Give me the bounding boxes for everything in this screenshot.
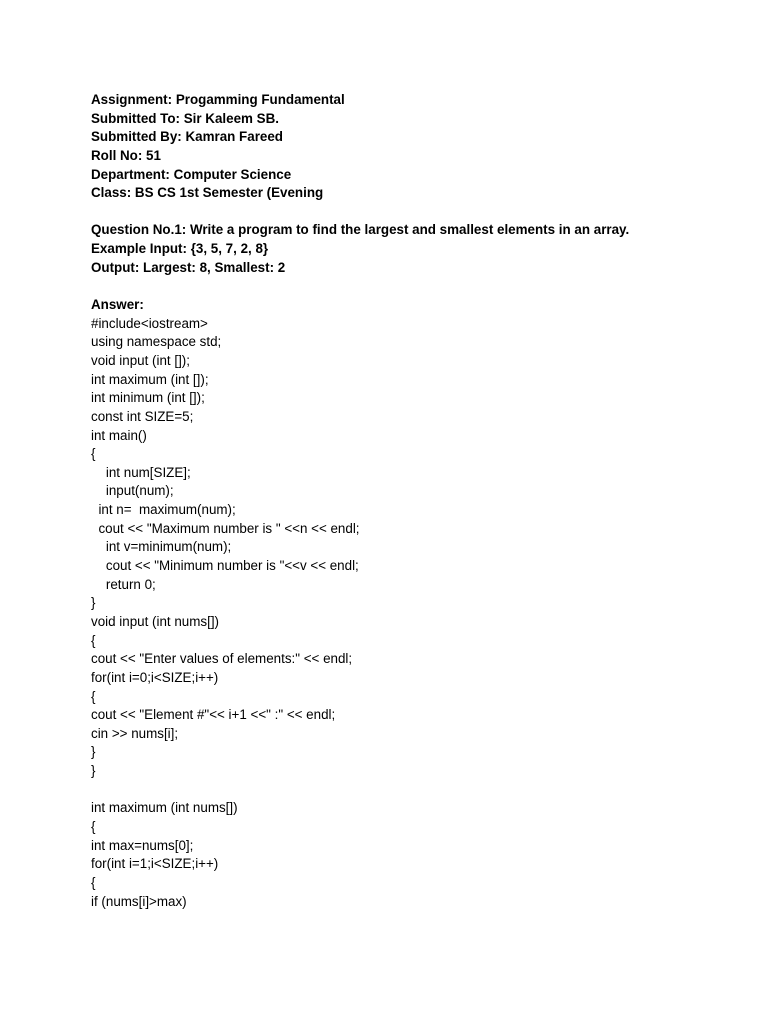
code-line: int maximum (int []); xyxy=(91,371,209,387)
blank-line xyxy=(91,277,731,296)
assignment-header xyxy=(91,91,731,203)
code-line: if (nums[i]>max) xyxy=(91,893,187,909)
blank-line xyxy=(91,203,731,222)
code-line: { xyxy=(91,874,96,890)
code-line: { xyxy=(91,632,96,648)
example-output: Output: Largest: 8, Smallest: 2 xyxy=(91,259,286,275)
class-info: Class: BS CS 1st Semester (Evening xyxy=(91,185,324,201)
code-line: for(int i=1;i<SIZE;i++) xyxy=(91,856,219,872)
code-line: int n= maximum(num); xyxy=(91,502,236,518)
document-body xyxy=(91,91,731,911)
code-line: for(int i=0;i<SIZE;i++) xyxy=(91,669,219,685)
code-line: #include<iostream> xyxy=(91,315,208,331)
code-line: cout << "Enter values of elements:" << endl; xyxy=(91,651,353,667)
assignment-title: Assignment: Progamming Fundamental xyxy=(91,92,345,107)
code-line: { xyxy=(91,446,96,462)
submitted-to: Submitted To: Sir Kaleem SB. xyxy=(91,110,279,126)
question-section xyxy=(91,221,731,277)
code-line: void input (int []); xyxy=(91,352,190,368)
code-line: cout << "Minimum number is "<<v << endl; xyxy=(91,558,359,574)
code-line: using namespace std; xyxy=(91,334,222,350)
code-line: int num[SIZE]; xyxy=(91,464,191,480)
code-line: input(num); xyxy=(91,483,174,499)
answer-label: Answer: xyxy=(91,297,144,313)
code-line: int minimum (int []); xyxy=(91,390,205,406)
code-line: int v=minimum(num); xyxy=(91,539,232,555)
roll-number: Roll No: 51 xyxy=(91,147,161,163)
code-line: } xyxy=(91,595,96,611)
code-line: cout << "Element #"<< i+1 <<" :" << endl; xyxy=(91,707,336,723)
code-line: return 0; xyxy=(91,576,156,592)
code-line: cout << "Maximum number is " <<n << endl; xyxy=(91,520,360,536)
code-line: } xyxy=(91,744,96,760)
submitted-by: Submitted By: Kamran Fareed xyxy=(91,129,283,145)
example-input: Example Input: {3, 5, 7, 2, 8} xyxy=(91,241,269,257)
code-line: int main() xyxy=(91,427,147,443)
code-block-1 xyxy=(91,315,731,781)
code-line: } xyxy=(91,763,96,779)
code-line: int max=nums[0]; xyxy=(91,837,194,853)
question-title: Question No.1: Write a program to find the largest and smallest elements in an array. xyxy=(91,222,630,238)
code-line: const int SIZE=5; xyxy=(91,408,194,424)
code-line: cin >> nums[i]; xyxy=(91,725,179,741)
code-line: { xyxy=(91,818,96,834)
code-block-2 xyxy=(91,799,731,911)
blank-line xyxy=(91,781,731,800)
code-line: { xyxy=(91,688,96,704)
department: Department: Computer Science xyxy=(91,166,292,182)
code-line: int maximum (int nums[]) xyxy=(91,800,238,816)
code-line: void input (int nums[]) xyxy=(91,613,220,629)
